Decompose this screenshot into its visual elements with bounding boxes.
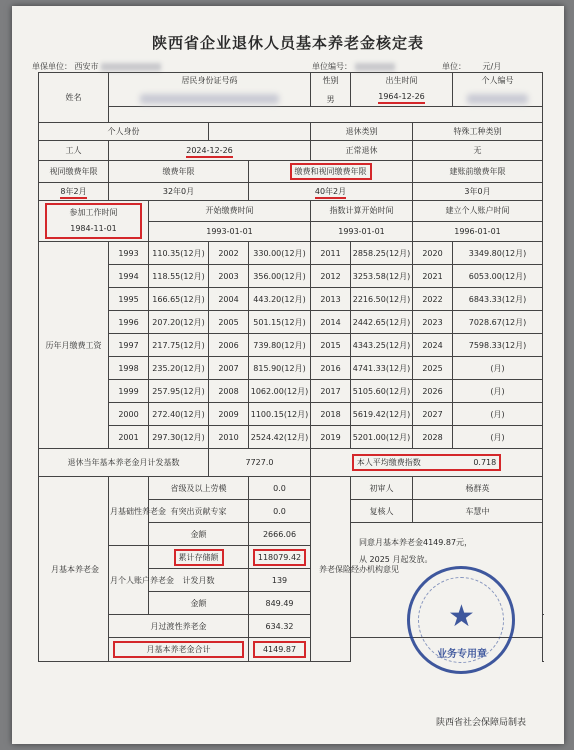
id-number-cell: 居民身份证号码 xyxy=(109,73,311,107)
second-reviewer-label: 复核人 xyxy=(351,500,413,523)
wage-year: 2022 xyxy=(413,288,453,311)
wage-value: 3349.80(12月) xyxy=(453,242,543,265)
retire-type-label: 退休类别 xyxy=(311,123,413,141)
total-years-label: 缴费和视同缴费年限 xyxy=(290,163,372,180)
wage-year: 2023 xyxy=(413,311,453,334)
wage-value: 2858.25(12月) xyxy=(351,242,413,265)
deemed-years-value: 8年2月 xyxy=(60,187,86,199)
total-label: 月基本养老金合计 xyxy=(113,641,244,658)
wage-value: 739.80(12月) xyxy=(249,334,311,357)
avg-index-box: 本人平均缴费指数 0.718 xyxy=(352,454,501,471)
paid-years-label: 缴费年限 xyxy=(109,161,249,183)
wage-value: 5105.60(12月) xyxy=(351,380,413,403)
wage-value: 5619.42(12月) xyxy=(351,403,413,426)
wage-year: 2005 xyxy=(209,311,249,334)
basic-pension-label: 月基础性养老金 xyxy=(109,477,149,546)
account-start-value: 1996-01-01 xyxy=(413,221,543,242)
deemed-years-label: 视同缴费年限 xyxy=(39,161,109,183)
wage-value: 4741.33(12月) xyxy=(351,357,413,380)
months-label: 计发月数 xyxy=(149,569,249,592)
wage-year: 2010 xyxy=(209,426,249,449)
index-start-value: 1993-01-01 xyxy=(311,221,413,242)
wage-year: 2021 xyxy=(413,265,453,288)
personal-pension-label: 月个人账户养老金 xyxy=(109,546,149,615)
wage-year: 1993 xyxy=(109,242,149,265)
seal-text: 业务专用章 xyxy=(437,649,487,660)
wage-year: 1995 xyxy=(109,288,149,311)
identity-worker: 工人 xyxy=(39,141,109,161)
index-start-label: 指数计算开始时间 xyxy=(311,201,413,222)
wage-value: (月) xyxy=(453,357,543,380)
wage-value: 297.30(12月) xyxy=(149,426,209,449)
wage-year: 2007 xyxy=(209,357,249,380)
wage-value: 217.75(12月) xyxy=(149,334,209,357)
wage-value: 207.20(12月) xyxy=(149,311,209,334)
unit-field: 单位： 元/月 xyxy=(442,62,502,71)
wage-year: 2025 xyxy=(413,357,453,380)
wage-year: 1994 xyxy=(109,265,149,288)
monthly-pension-label: 月基本养老金 xyxy=(39,477,109,662)
basic-amount-value: 2666.06 xyxy=(249,523,311,546)
account-start-label: 建立个人账户时间 xyxy=(413,201,543,222)
wage-value: (月) xyxy=(453,426,543,449)
wage-year: 2024 xyxy=(413,334,453,357)
wage-value: 2442.65(12月) xyxy=(351,311,413,334)
personal-amount-label: 金额 xyxy=(149,592,249,615)
transition-value: 634.32 xyxy=(249,615,311,638)
total-years-value: 40年2月 xyxy=(315,187,346,199)
wage-value: 6053.00(12月) xyxy=(453,265,543,288)
before-account-label: 建账前缴费年限 xyxy=(413,161,543,183)
document-title: 陕西省企业退休人员基本养老金核定表 xyxy=(151,34,424,52)
months-value: 139 xyxy=(249,569,311,592)
base-label: 退休当年基本养老金月计发基数 xyxy=(39,449,209,477)
wage-history-label: 历年月缴费工资 xyxy=(39,242,109,449)
footer-issuer: 陕西省社会保障局制表 xyxy=(435,718,526,728)
wage-value: 6843.33(12月) xyxy=(453,288,543,311)
unit-no-field: 单位编号： xyxy=(312,61,395,72)
wage-value: 110.35(12月) xyxy=(149,242,209,265)
cumulative-value: 118079.42 xyxy=(253,549,306,566)
opinion-text: 同意月基本养老金4149.87元， xyxy=(359,538,473,547)
wage-year: 2011 xyxy=(311,242,351,265)
special-type-value: 无 xyxy=(413,141,543,161)
wage-value: 272.40(12月) xyxy=(149,403,209,426)
seal-star-icon: ★ xyxy=(448,599,475,634)
wage-year: 2020 xyxy=(413,242,453,265)
contribution-expert-label: 有突出贡献专家 xyxy=(149,500,249,523)
wage-year: 2002 xyxy=(209,242,249,265)
second-reviewer-value: 车慧中 xyxy=(413,500,543,523)
wage-value: 356.00(12月) xyxy=(249,265,311,288)
wage-year: 2004 xyxy=(209,288,249,311)
name-header: 姓名 xyxy=(39,73,109,123)
wage-year: 2014 xyxy=(311,311,351,334)
office-opinion-label: 养老保险经办机构意见 xyxy=(311,477,351,662)
wage-year: 2003 xyxy=(209,265,249,288)
first-reviewer-label: 初审人 xyxy=(351,477,413,500)
wage-value: 235.20(12月) xyxy=(149,357,209,380)
wage-year: 2013 xyxy=(311,288,351,311)
paid-years-value: 32年0月 xyxy=(109,183,249,201)
wage-year: 1998 xyxy=(109,357,149,380)
wage-value: 1100.15(12月) xyxy=(249,403,311,426)
wage-value: 257.95(12月) xyxy=(149,380,209,403)
wage-year: 2027 xyxy=(413,403,453,426)
wage-year: 2001 xyxy=(109,426,149,449)
first-reviewer-value: 杨群英 xyxy=(413,477,543,500)
wage-year: 2008 xyxy=(209,380,249,403)
transition-label: 月过渡性养老金 xyxy=(109,615,249,638)
wage-year: 2028 xyxy=(413,426,453,449)
wage-value: 7028.67(12月) xyxy=(453,311,543,334)
wage-value: (月) xyxy=(453,403,543,426)
wage-year: 2019 xyxy=(311,426,351,449)
wage-value: 330.00(12月) xyxy=(249,242,311,265)
personal-number-cell: 个人编号 xyxy=(453,73,543,107)
wage-value: 7598.33(12月) xyxy=(453,334,543,357)
wage-value: 166.65(12月) xyxy=(149,288,209,311)
total-value: 4149.87 xyxy=(253,641,306,658)
identity-label: 个人身份 xyxy=(39,123,209,141)
personal-amount-value: 849.49 xyxy=(249,592,311,615)
work-start-cell: 参加工作时间 1984-11-01 xyxy=(39,201,149,242)
retire-type-value: 正常退休 xyxy=(311,141,413,161)
wage-year: 1996 xyxy=(109,311,149,334)
opinion-from: 从 2025 月起发放。 xyxy=(359,555,433,564)
wage-year: 2015 xyxy=(311,334,351,357)
document-page xyxy=(12,6,564,744)
wage-year: 2016 xyxy=(311,357,351,380)
wage-year: 2018 xyxy=(311,403,351,426)
agency-field: 单保单位： 西安市 xyxy=(32,61,161,72)
wage-year: 2026 xyxy=(413,380,453,403)
provincial-model-value: 0.0 xyxy=(249,477,311,500)
gender-cell: 性别 男 xyxy=(311,73,351,107)
birth-cell: 出生时间 1964-12-26 xyxy=(351,73,453,107)
wage-value: 815.90(12月) xyxy=(249,357,311,380)
official-seal xyxy=(407,566,515,674)
wage-year: 2000 xyxy=(109,403,149,426)
before-account-value: 3年0月 xyxy=(413,183,543,201)
pay-start-label: 开始缴费时间 xyxy=(149,201,311,222)
retire-date-value: 2024-12-26 xyxy=(186,146,233,158)
cumulative-label: 累计存储额 xyxy=(174,549,224,566)
wage-value: 1062.00(12月) xyxy=(249,380,311,403)
wage-value: 2524.42(12月) xyxy=(249,426,311,449)
wage-value: 4343.25(12月) xyxy=(351,334,413,357)
wage-year: 1999 xyxy=(109,380,149,403)
wage-year: 2012 xyxy=(311,265,351,288)
basic-amount-label: 金额 xyxy=(149,523,249,546)
wage-year: 2017 xyxy=(311,380,351,403)
provincial-model-label: 省级及以上劳模 xyxy=(149,477,249,500)
base-value: 7727.0 xyxy=(209,449,311,477)
special-type-label: 特殊工种类别 xyxy=(413,123,543,141)
wage-value: 5201.00(12月) xyxy=(351,426,413,449)
wage-value: 118.55(12月) xyxy=(149,265,209,288)
wage-value: (月) xyxy=(453,380,543,403)
wage-year: 1997 xyxy=(109,334,149,357)
contribution-expert-value: 0.0 xyxy=(249,500,311,523)
wage-value: 501.15(12月) xyxy=(249,311,311,334)
wage-year: 2009 xyxy=(209,403,249,426)
wage-value: 3253.58(12月) xyxy=(351,265,413,288)
pay-start-value: 1993-01-01 xyxy=(149,221,311,242)
wage-year: 2006 xyxy=(209,334,249,357)
birth-date-value: 1964-12-26 xyxy=(378,92,425,104)
wage-value: 2216.50(12月) xyxy=(351,288,413,311)
wage-value: 443.20(12月) xyxy=(249,288,311,311)
